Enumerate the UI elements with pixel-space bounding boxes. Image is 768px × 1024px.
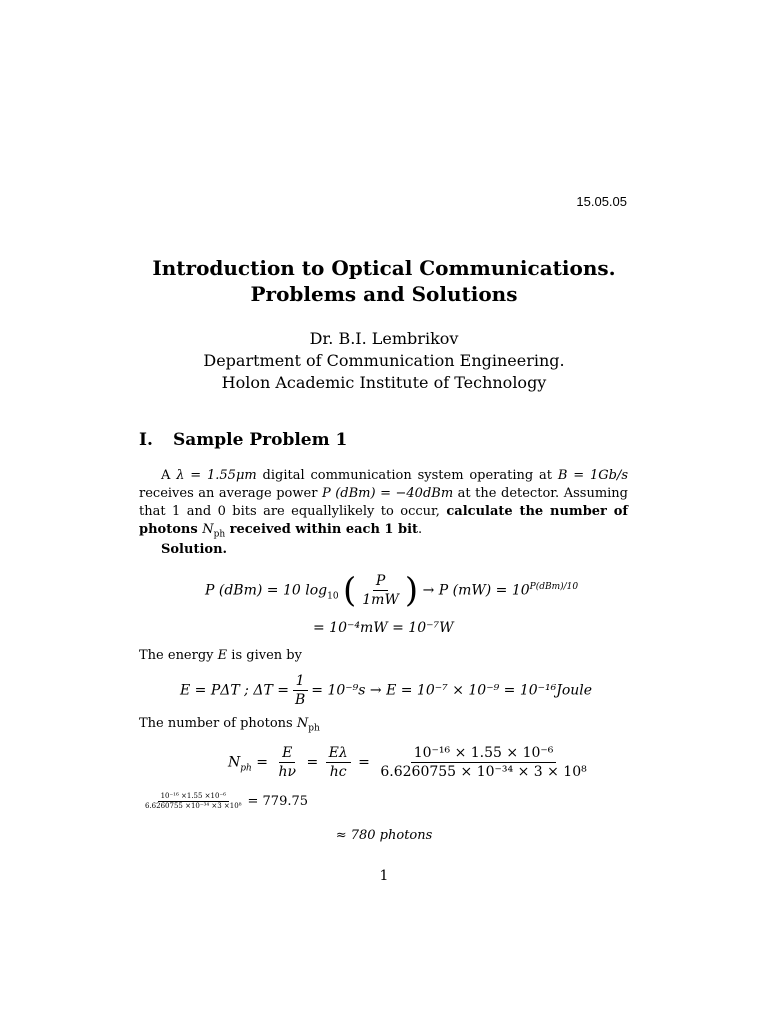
section-heading	[139, 430, 347, 450]
photon-count-subscript: ph	[213, 529, 226, 540]
section-number: I.	[139, 430, 153, 450]
problem-text: .	[418, 522, 423, 537]
fraction	[142, 792, 245, 811]
body-text: The energy	[139, 648, 214, 663]
fraction-denominator: hν	[278, 764, 296, 780]
equals-sign: =	[306, 754, 319, 771]
equation-photon-count	[228, 744, 593, 781]
body-text: The number of photons	[139, 716, 293, 731]
fraction-denominator: 6.6260755 ×10⁻³⁴ ×3 ×10⁸	[145, 802, 242, 810]
photons-intro-text	[139, 716, 320, 734]
fraction-numerator: 1	[293, 672, 308, 691]
problem-text: A	[161, 468, 177, 483]
power-expression: P (dBm) = −40dBm	[321, 486, 454, 501]
photon-count-symbol: N	[202, 522, 214, 537]
subscript: ph	[240, 763, 252, 774]
equation-text: → P (mW) = 10	[422, 582, 530, 599]
fraction-denominator: hc	[329, 764, 347, 780]
energy-symbol: E	[217, 648, 228, 663]
fraction	[359, 572, 402, 609]
equation-approx-photons	[0, 828, 768, 843]
equation-energy	[180, 672, 592, 709]
exponent: P(dBm)/10	[529, 581, 579, 592]
equation-result: = 779.75	[247, 794, 309, 809]
fraction-numerator: E	[279, 744, 295, 763]
fraction-numerator: P	[373, 572, 388, 591]
fraction-denominator: 1mW	[362, 592, 399, 608]
document-date: 15.05.05	[576, 194, 627, 209]
solution-label: Solution.	[161, 542, 228, 557]
author-name: Dr. B.I. Lembrikov	[309, 329, 459, 348]
problem-statement	[139, 467, 628, 544]
approx-result: ≈ 780 photons	[335, 828, 433, 843]
equals-sign: =	[358, 754, 370, 771]
author-institute: Holon Academic Institute of Technology	[221, 373, 547, 392]
log-base: 10	[327, 591, 339, 602]
problem-text: receives an average power	[139, 486, 322, 501]
fraction	[275, 744, 299, 781]
equation-photon-result	[139, 792, 308, 811]
photon-count-subscript: ph	[308, 723, 320, 734]
problem-task: calculate the number of photons	[139, 504, 628, 537]
fraction-numerator: 10⁻¹⁶ × 1.55 × 10⁻⁶	[411, 744, 557, 763]
problem-task: received within each 1 bit	[225, 522, 419, 537]
equals-sign: =	[256, 754, 268, 771]
body-text: is given by	[231, 648, 302, 663]
equation-power-result: = 10⁻⁴mW = 10⁻⁷W	[313, 620, 454, 636]
bitrate-expression: B = 1Gb/s	[557, 468, 628, 483]
fraction-numerator: 10⁻¹⁶ ×1.55 ×10⁻⁶	[158, 792, 229, 802]
equation-text: E = PΔT ; ΔT =	[180, 682, 289, 699]
title-line-2: Problems and Solutions	[250, 282, 518, 306]
fraction-denominator: 6.6260755 × 10⁻³⁴ × 3 × 10⁸	[380, 764, 587, 780]
paren-open: (	[343, 570, 357, 611]
fraction-numerator: Eλ	[326, 744, 351, 763]
author-department: Department of Communication Engineering.	[203, 351, 565, 370]
fraction-denominator: B	[294, 692, 306, 708]
equation-text: = 10⁻⁹s → E = 10⁻⁷ × 10⁻⁹ = 10⁻¹⁶Joule	[311, 682, 593, 699]
equation-text: P (dBm) = 10 log	[205, 582, 328, 599]
photon-count-symbol: N	[296, 716, 309, 731]
title-line-1: Introduction to Optical Communications.	[152, 256, 616, 280]
fraction	[292, 672, 308, 709]
section-title: Sample Problem 1	[173, 430, 348, 450]
equation-text: N	[228, 754, 241, 771]
problem-text: digital communication system operating at	[256, 468, 558, 483]
page-number: 1	[379, 868, 389, 884]
paren-close: )	[404, 570, 419, 611]
problem-text: at the detector. Assuming that 1 and 0 bits are equallylikely to occur,	[139, 486, 628, 519]
wavelength-expression: λ = 1.55μm	[176, 468, 257, 483]
equation-power-conversion	[205, 572, 578, 609]
fraction	[326, 744, 351, 781]
energy-intro-text	[139, 648, 302, 663]
fraction	[377, 744, 589, 781]
